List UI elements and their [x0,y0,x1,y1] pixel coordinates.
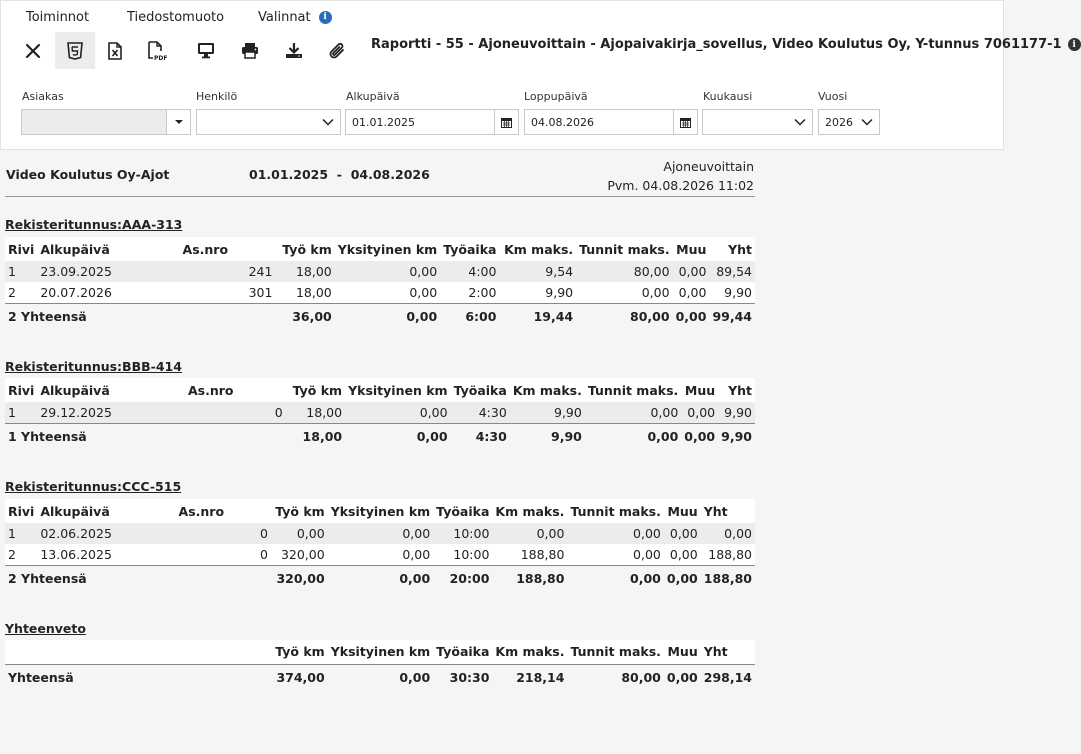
cell-yht: 9,90 [718,402,755,423]
menu-valinnat-label: Valinnat [258,9,311,25]
henkilo-select[interactable] [196,109,341,135]
col-asnro: As.nro [176,499,271,523]
summary-aika: 30:30 [433,664,492,690]
download-icon [285,42,303,59]
chevron-down-icon [316,110,340,134]
report-date-to: 04.08.2026 [350,167,430,182]
col-asnro: As.nro [180,237,276,261]
report-type: Ajoneuvoittain [663,159,754,174]
cell-pvm: 23.09.2025 [37,261,179,282]
download-button[interactable] [274,32,314,69]
cell-pvm: 29.12.2025 [37,402,185,423]
col-kmmaks: Km maks. [499,237,576,261]
cell-aika: 4:30 [451,402,510,423]
cell-tyokm: 0,00 [271,523,328,544]
total-tyokm: 320,00 [271,565,328,591]
col-tunnit: Tunnit maks. [585,378,681,402]
report-date-range [249,167,430,182]
summary-tun: 80,00 [567,664,663,690]
cell-aika: 10:00 [433,523,492,544]
calendar-icon[interactable] [494,110,518,134]
total-muu: 0,00 [673,303,710,329]
cell-yks: 0,00 [328,523,433,544]
total-km: 188,80 [492,565,567,591]
henkilo-label: Henkilö [196,90,238,103]
report-printed: Pvm. 04.08.2026 11:02 [607,178,754,193]
report-company: Video Koulutus Oy-Ajot [6,167,170,182]
col-tyoaika: Työaika [451,378,510,402]
kuukausi-label: Kuukausi [703,90,753,103]
section-title: Rekisteritunnus:CCC-515 [5,479,182,494]
vuosi-label: Vuosi [818,90,848,103]
report-title-text: Raportti - 55 - Ajoneuvoittain - Ajopaivakirja_sovellus, Video Koulutus Oy, Y-tunnus 7061177-1 [371,37,1062,52]
cell-muu: 0,00 [673,282,710,303]
col-tunnit: Tunnit maks. [576,237,672,261]
col-yksityinen: Yksityinen km [328,499,433,523]
info-icon[interactable]: i [1068,38,1081,51]
alkupaiva-value: 01.01.2025 [352,115,415,129]
svg-text:PDF: PDF [154,54,168,62]
caret-down-icon[interactable] [166,110,190,134]
html-export-button[interactable] [55,32,95,69]
alkupaiva-field[interactable] [345,109,519,135]
cell-km: 9,90 [499,282,576,303]
report-title [371,37,1081,52]
cell-yks: 0,00 [345,402,450,423]
calendar-icon[interactable] [673,110,697,134]
cell-asnro: 0 [185,402,286,423]
pdf-export-button[interactable] [137,32,177,69]
cell-km: 9,54 [499,261,576,282]
info-icon[interactable]: i [319,11,332,24]
cell-yht: 0,00 [701,523,755,544]
cell-rivi: 2 [5,282,37,303]
total-km: 19,44 [499,303,576,329]
total-yks: 0,00 [335,303,440,329]
table-total-row [5,303,755,329]
cell-yht: 89,54 [709,261,755,282]
attachment-button[interactable] [317,32,357,69]
summary-yht: 298,14 [701,664,755,690]
total-yht: 99,44 [709,303,755,329]
table-header-row [5,640,755,664]
menu-tiedostomuoto[interactable]: Tiedostomuoto [127,9,225,25]
print-icon [241,42,259,59]
col-muu: Muu [681,378,718,402]
cell-tun: 0,00 [576,282,672,303]
col-kmmaks: Km maks. [492,640,567,664]
cell-tyokm: 18,00 [275,282,334,303]
cell-tyokm: 18,00 [275,261,334,282]
cell-km: 0,00 [492,523,567,544]
col-tyokm: Työ km [275,237,334,261]
summary-label: Yhteensä [5,664,271,690]
col-kmmaks: Km maks. [510,378,585,402]
total-muu: 0,00 [664,565,701,591]
cell-tun: 80,00 [576,261,672,282]
col-rivi: Rivi [5,378,37,402]
total-km: 9,90 [510,423,585,449]
report-toolbar-panel [0,0,1076,150]
cell-tun: 0,00 [585,402,681,423]
summary-yks: 0,00 [328,664,433,690]
close-icon [25,43,41,59]
section-title: Rekisteritunnus:AAA-313 [5,217,183,232]
col-tyokm: Työ km [271,499,328,523]
table-row [5,282,755,303]
col-asnro: As.nro [185,378,286,402]
col-yht: Yht [718,378,755,402]
col-yksityinen: Yksityinen km [328,640,433,664]
cell-muu: 0,00 [673,261,710,282]
col-yht: Yht [701,640,755,664]
col-yksityinen: Yksityinen km [335,237,440,261]
table-row [5,544,755,565]
cell-muu: 0,00 [681,402,718,423]
cell-rivi: 1 [5,261,37,282]
col-tyokm: Työ km [286,378,345,402]
col-muu: Muu [664,499,701,523]
vuosi-value: 2026 [825,115,853,129]
col-yksityinen: Yksityinen km [345,378,450,402]
total-yks: 0,00 [328,565,433,591]
chevron-down-icon [855,110,879,134]
total-yht: 9,90 [718,423,755,449]
excel-icon [107,42,123,60]
report-meta [607,157,754,195]
col-tunnit: Tunnit maks. [567,499,663,523]
section-table [5,499,755,591]
col-alkupaiva: Alkupäivä [37,237,179,261]
total-label: 2 Yhteensä [5,303,275,329]
cell-aika: 4:00 [440,261,499,282]
cell-km: 188,80 [492,544,567,565]
cell-pvm: 20.07.2026 [37,282,179,303]
menu-toiminnot[interactable]: Toiminnot [26,9,90,25]
summary-table [5,640,755,690]
monitor-icon [197,42,215,59]
summary-muu: 0,00 [664,664,701,690]
loppupaiva-value: 04.08.2026 [531,115,594,129]
summary-km: 218,14 [492,664,567,690]
col-tyoaika: Työaika [433,499,492,523]
chevron-down-icon [788,110,812,134]
table-total-row [5,565,755,591]
table-row [5,402,755,423]
cell-yht: 9,90 [709,282,755,303]
divider [5,196,755,197]
cell-muu: 0,00 [664,523,701,544]
vuosi-select[interactable] [818,109,880,135]
col-alkupaiva: Alkupäivä [37,378,185,402]
table-header-row [5,499,755,523]
cell-rivi: 2 [5,544,37,565]
cell-yks: 0,00 [328,544,433,565]
table-header-row [5,378,755,402]
col-yht: Yht [709,237,755,261]
cell-tun: 0,00 [567,523,663,544]
table-row [5,261,755,282]
print-button[interactable] [230,32,270,69]
total-muu: 0,00 [681,423,718,449]
kuukausi-select[interactable] [702,109,813,135]
total-aika: 20:00 [433,565,492,591]
col-tyoaika: Työaika [440,237,499,261]
menu-valinnat[interactable] [258,10,332,25]
col-kmmaks: Km maks. [492,499,567,523]
summary-title: Yhteenveto [5,621,86,636]
col-rivi: Rivi [5,237,37,261]
cell-km: 9,90 [510,402,585,423]
cell-yks: 0,00 [335,261,440,282]
col-tunnit: Tunnit maks. [567,640,663,664]
total-label: 2 Yhteensä [5,565,271,591]
total-label: 1 Yhteensä [5,423,286,449]
report-date-dash: - [336,167,342,182]
total-tun: 0,00 [585,423,681,449]
cell-asnro: 241 [180,261,276,282]
cell-asnro: 301 [180,282,276,303]
total-yht: 188,80 [701,565,755,591]
report-date-from: 01.01.2025 [249,167,329,182]
table-row [5,523,755,544]
loppupaiva-field[interactable] [524,109,698,135]
asiakas-select[interactable] [21,109,191,135]
cell-tyokm: 18,00 [286,402,345,423]
col-rivi: Rivi [5,499,37,523]
pdf-icon [147,41,167,61]
cell-rivi: 1 [5,402,37,423]
loppupaiva-label: Loppupäivä [524,90,588,103]
cell-asnro: 0 [176,523,271,544]
col-yht: Yht [701,499,755,523]
cell-aika: 2:00 [440,282,499,303]
cell-tyokm: 320,00 [271,544,328,565]
table-header-row [5,237,755,261]
cell-muu: 0,00 [664,544,701,565]
screen-view-button[interactable] [186,32,226,69]
cell-pvm: 13.06.2025 [37,544,175,565]
col-muu: Muu [664,640,701,664]
total-aika: 6:00 [440,303,499,329]
col-tyoaika: Työaika [433,640,492,664]
cell-asnro: 0 [176,544,271,565]
summary-total-row [5,664,755,690]
total-tun: 0,00 [567,565,663,591]
cell-rivi: 1 [5,523,37,544]
asiakas-label: Asiakas [22,90,64,103]
close-button[interactable] [13,32,53,69]
total-tyokm: 18,00 [286,423,345,449]
table-total-row [5,423,755,449]
cell-yht: 188,80 [701,544,755,565]
total-aika: 4:30 [451,423,510,449]
section-table [5,237,755,329]
alkupaiva-label: Alkupäivä [346,90,400,103]
excel-export-button[interactable] [95,32,135,69]
summary-tyokm: 374,00 [271,664,328,690]
col-muu: Muu [673,237,710,261]
total-tyokm: 36,00 [275,303,334,329]
html5-icon [67,42,83,60]
total-tun: 80,00 [576,303,672,329]
total-yks: 0,00 [345,423,450,449]
col-tyokm: Työ km [271,640,328,664]
col-empty [5,640,271,664]
cell-pvm: 02.06.2025 [37,523,175,544]
section-table [5,378,755,449]
cell-yks: 0,00 [335,282,440,303]
col-alkupaiva: Alkupäivä [37,499,175,523]
cell-tun: 0,00 [567,544,663,565]
cell-aika: 10:00 [433,544,492,565]
section-title: Rekisteritunnus:BBB-414 [5,359,182,374]
attachment-icon [328,42,346,60]
